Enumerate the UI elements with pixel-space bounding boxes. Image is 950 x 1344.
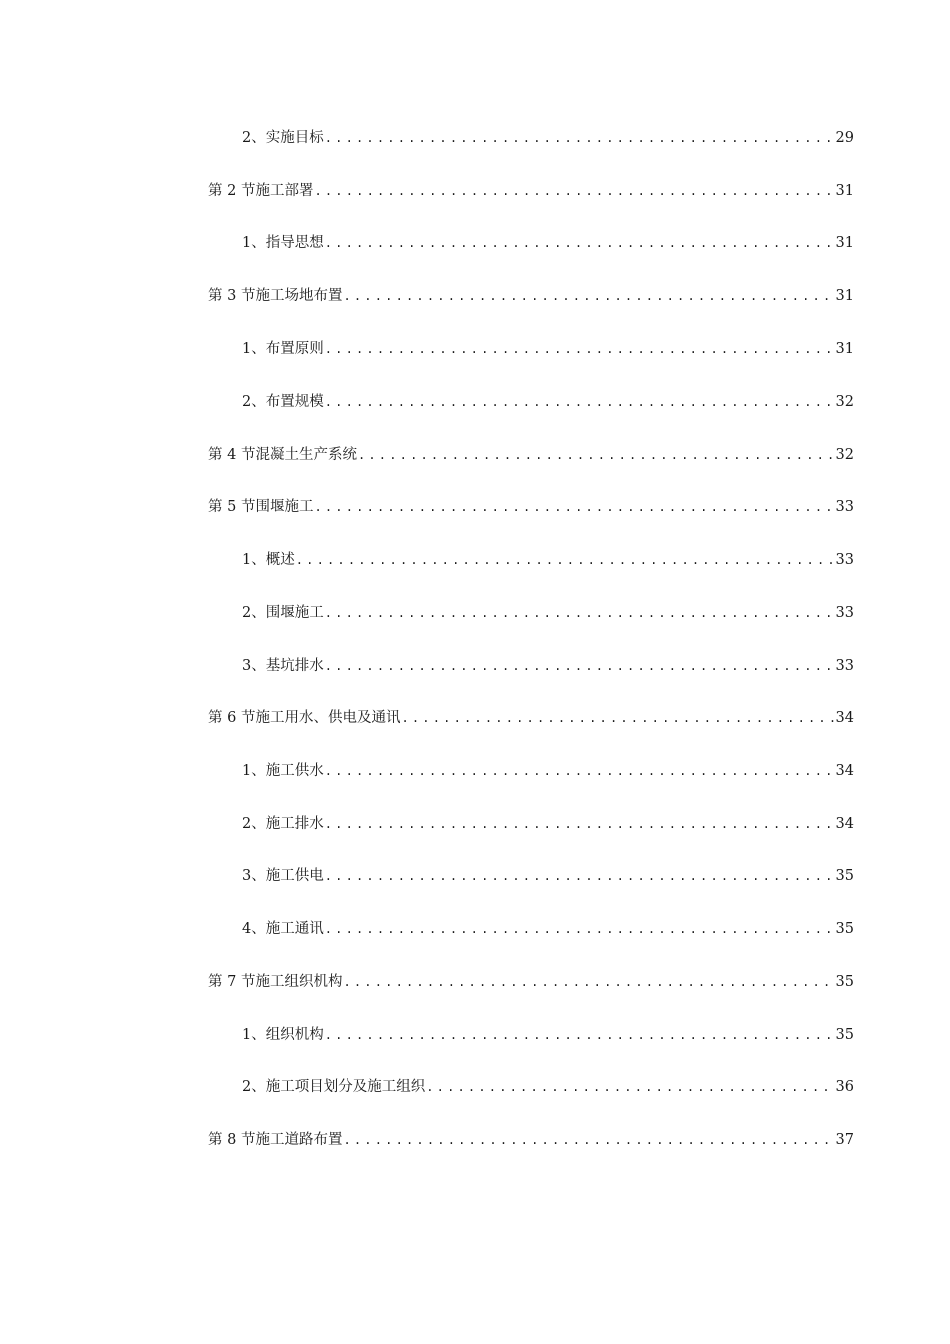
toc-entry-number: 2、 <box>242 816 266 832</box>
dot-leader <box>313 496 833 518</box>
toc-entry-page: 36 <box>835 1079 854 1095</box>
toc-entry[interactable] <box>208 865 854 887</box>
dot-leader <box>324 127 834 149</box>
toc-entry[interactable] <box>208 391 854 413</box>
toc-entry-number: 4、 <box>242 921 266 937</box>
toc-entry-number: 第 7 节 <box>208 974 256 990</box>
toc-entry-page: 35 <box>835 974 854 990</box>
toc-entry-number: 2、 <box>242 605 266 621</box>
toc-entry-title: 施工通讯 <box>265 921 324 937</box>
toc-entry-title: 施工道路布置 <box>255 1132 343 1148</box>
dot-leader <box>313 180 833 202</box>
toc-entry-number: 2、 <box>242 394 266 410</box>
dot-leader <box>295 549 834 571</box>
toc-entry-page: 35 <box>835 868 854 884</box>
toc-entry[interactable] <box>208 1076 854 1098</box>
toc-entry-page: 29 <box>835 130 854 146</box>
toc-entry-number: 第 4 节 <box>208 447 256 463</box>
toc-entry-page: 35 <box>835 1027 854 1043</box>
toc-entry-page: 37 <box>835 1132 854 1148</box>
toc-entry-page: 34 <box>835 763 854 779</box>
toc-entry[interactable] <box>208 180 854 202</box>
dot-leader <box>324 918 834 940</box>
toc-entry-number: 1、 <box>242 763 266 779</box>
toc-entry-page: 34 <box>835 710 854 726</box>
toc-entry-title: 概述 <box>265 552 295 568</box>
toc-entry-title: 基坑排水 <box>265 658 324 674</box>
toc-entry-page: 31 <box>835 288 854 304</box>
toc-entry-number: 1、 <box>242 235 266 251</box>
toc-entry[interactable] <box>208 338 854 360</box>
dot-leader <box>324 813 834 835</box>
toc-entry-title: 施工组织机构 <box>255 974 343 990</box>
toc-entry-title: 施工供水 <box>265 763 324 779</box>
toc-entry[interactable] <box>208 707 854 729</box>
toc-entry-number: 第 2 节 <box>208 183 256 199</box>
toc-entry[interactable] <box>208 1024 854 1046</box>
toc-entry[interactable] <box>208 655 854 677</box>
dot-leader <box>342 1129 833 1151</box>
toc-entry-number: 2、 <box>242 1079 266 1095</box>
toc-entry-page: 31 <box>835 183 854 199</box>
toc-entry-title: 布置规模 <box>265 394 324 410</box>
dot-leader <box>324 760 834 782</box>
toc-entry-page: 31 <box>835 341 854 357</box>
toc-entry-page: 33 <box>835 605 854 621</box>
toc-entry-page: 33 <box>835 658 854 674</box>
toc-entry[interactable] <box>208 232 854 254</box>
toc-entry-title: 围堰施工 <box>255 499 314 515</box>
toc-entry-page: 33 <box>835 499 854 515</box>
toc-entry[interactable] <box>208 549 854 571</box>
toc-entry[interactable] <box>208 444 854 466</box>
toc-entry[interactable] <box>208 813 854 835</box>
toc-entry-title: 施工场地布置 <box>255 288 343 304</box>
toc-entry-page: 32 <box>835 447 854 463</box>
toc-entry-page: 34 <box>835 816 854 832</box>
toc-entry-number: 第 3 节 <box>208 288 256 304</box>
toc-entry-number: 3、 <box>242 658 266 674</box>
toc-entry-page: 32 <box>835 394 854 410</box>
toc-entry-number: 第 5 节 <box>208 499 256 515</box>
toc-entry[interactable] <box>208 1129 854 1151</box>
toc-entry-number: 2、 <box>242 130 266 146</box>
dot-leader <box>400 707 833 729</box>
toc-entry-title: 指导思想 <box>265 235 324 251</box>
toc-entry-title: 混凝土生产系统 <box>255 447 357 463</box>
toc-entry-number: 第 8 节 <box>208 1132 256 1148</box>
toc-entry[interactable] <box>208 971 854 993</box>
toc-entry[interactable] <box>208 602 854 624</box>
toc-entry[interactable] <box>208 285 854 307</box>
toc-entry-number: 1、 <box>242 341 266 357</box>
toc-entry-number: 第 6 节 <box>208 710 256 726</box>
toc-entry-title: 施工部署 <box>255 183 314 199</box>
toc-entry[interactable] <box>208 127 854 149</box>
dot-leader <box>324 602 834 624</box>
dot-leader <box>324 338 834 360</box>
toc-entry-title: 实施目标 <box>265 130 324 146</box>
toc-entry-number: 1、 <box>242 552 266 568</box>
toc-entry-number: 1、 <box>242 1027 266 1043</box>
toc-entry-page: 35 <box>835 921 854 937</box>
toc-entry-title: 施工供电 <box>265 868 324 884</box>
toc-entry-title: 围堰施工 <box>265 605 324 621</box>
toc-entry-page: 33 <box>835 552 854 568</box>
dot-leader <box>324 1024 834 1046</box>
toc-entry-title: 施工用水、供电及通讯 <box>255 710 401 726</box>
dot-leader <box>357 444 834 466</box>
toc-entry[interactable] <box>208 918 854 940</box>
dot-leader <box>425 1076 833 1098</box>
toc-entry-title: 组织机构 <box>265 1027 324 1043</box>
toc-entry[interactable] <box>208 496 854 518</box>
toc-entry-number: 3、 <box>242 868 266 884</box>
dot-leader <box>342 285 833 307</box>
dot-leader <box>324 232 834 254</box>
toc-entry-title: 施工排水 <box>265 816 324 832</box>
dot-leader <box>324 391 834 413</box>
toc-entry-title: 布置原则 <box>265 341 324 357</box>
dot-leader <box>324 865 834 887</box>
toc-entry-title: 施工项目划分及施工组织 <box>265 1079 426 1095</box>
dot-leader <box>324 655 834 677</box>
toc-entry[interactable] <box>208 760 854 782</box>
dot-leader <box>342 971 833 993</box>
toc-entry-page: 31 <box>835 235 854 251</box>
